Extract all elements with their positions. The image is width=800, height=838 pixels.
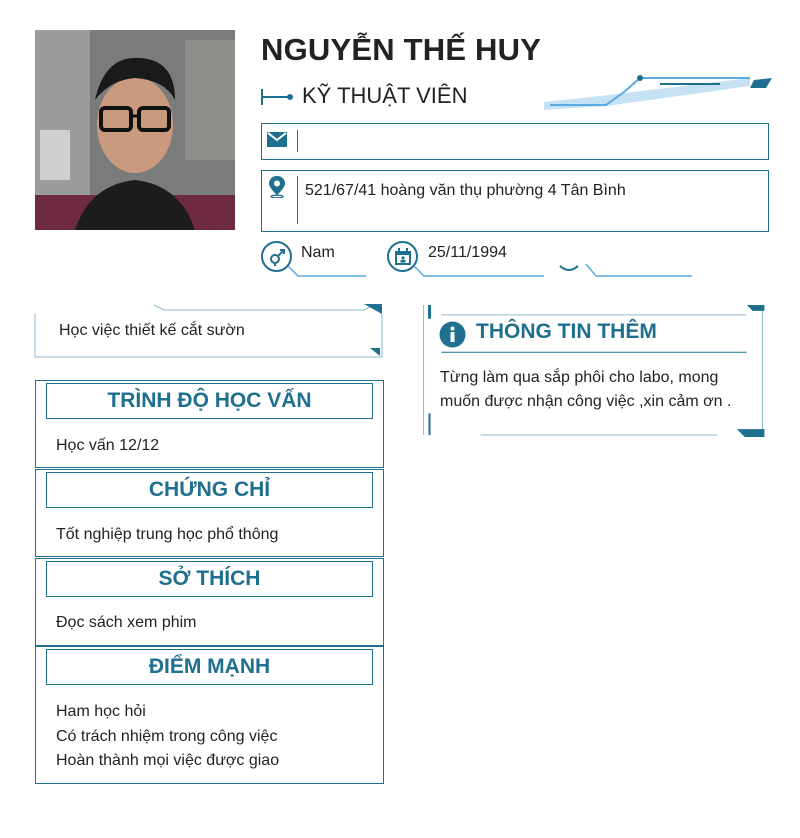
envelope-icon	[267, 132, 287, 147]
strength-item: Có trách nhiệm trong công việc	[56, 728, 278, 745]
gender-value: Nam	[301, 244, 335, 261]
education-title: TRÌNH ĐỘ HỌC VẤN	[46, 383, 373, 419]
gender-underline	[288, 266, 368, 280]
hobbies-section	[35, 558, 384, 646]
extra-info-title: THÔNG TIN THÊM	[476, 320, 657, 343]
email-separator	[297, 130, 298, 152]
strengths-section	[35, 646, 384, 784]
hobbies-title: SỞ THÍCH	[46, 561, 373, 597]
role-line-decoration	[261, 89, 295, 105]
email-box	[261, 123, 769, 160]
objective-section	[35, 305, 382, 357]
map-pin-icon	[268, 176, 286, 198]
birthday-value: 25/11/1994	[428, 244, 507, 261]
hobbies-text: Đọc sách xem phim	[56, 614, 197, 631]
address-value: 521/67/41 hoàng văn thụ phường 4 Tân Bình	[305, 182, 626, 199]
job-title: KỸ THUẬT VIÊN	[302, 83, 468, 108]
education-text: Học vấn 12/12	[56, 437, 160, 454]
birthday-underline	[414, 264, 704, 280]
extra-info-text: Từng làm qua sắp phôi cho labo, mong muốn được nhận công việc ,xin cảm ơn .	[440, 369, 732, 410]
objective-text: Học việc thiết kế cắt sườn	[59, 322, 245, 339]
strength-item: Hoàn thành mọi việc được giao	[56, 752, 280, 769]
strengths-title: ĐIỂM MẠNH	[46, 649, 373, 685]
education-section	[35, 380, 384, 468]
certificates-text: Tốt nghiệp trung học phổ thông	[56, 526, 279, 543]
address-separator	[297, 176, 298, 224]
profile-photo	[35, 30, 235, 230]
circuit-decoration	[540, 72, 772, 114]
strength-item: Ham học hỏi	[56, 703, 146, 720]
info-icon	[439, 321, 466, 348]
candidate-name: NGUYỄN THẾ HUY	[261, 32, 542, 67]
certificates-section	[35, 469, 384, 557]
certificates-title: CHỨNG CHỈ	[46, 472, 373, 508]
